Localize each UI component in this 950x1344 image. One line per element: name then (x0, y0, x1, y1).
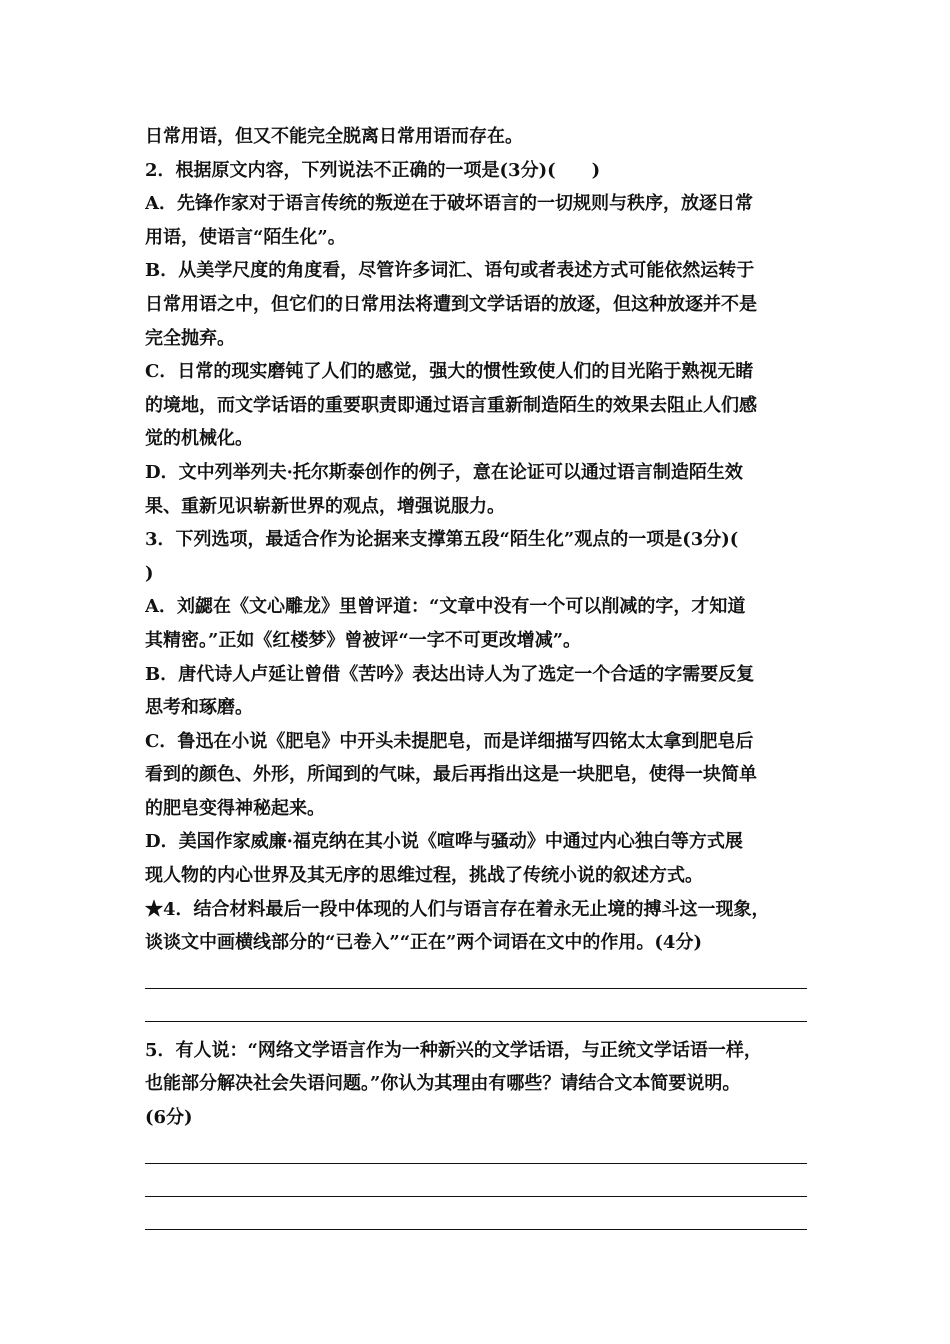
document-page (145, 120, 807, 1234)
option-3c-cont: 的肥皂变得神秘起来。 (145, 797, 325, 819)
answer-line[interactable] (145, 1135, 807, 1168)
option-2a: A．先锋作家对于语言传统的叛逆在于破坏语言的一切规则与秩序，放逐日常 (145, 193, 753, 215)
answer-line[interactable] (145, 1201, 807, 1234)
question-3-stem: 3．下列选项，最适合作为论据来支撑第五段“陌生化”观点的一项是(3分)( (145, 529, 739, 551)
option-2c-cont: 的境地，而文学话语的重要职责即通过语言重新制造陌生的效果去阻止人们感 (145, 394, 757, 416)
question-3-stem-cont: ) (145, 562, 154, 584)
option-2a-cont: 用语，使语言“陌生化”。 (145, 226, 346, 248)
answer-line[interactable] (145, 993, 807, 1026)
question-4-stem: ★4．结合材料最后一段中体现的人们与语言存在着永无止境的搏斗这一现象， (145, 898, 770, 920)
option-2c-cont: 觉的机械化。 (145, 428, 253, 450)
option-3b-cont: 思考和琢磨。 (145, 697, 253, 719)
option-3c: C．鲁迅在小说《肥皂》中开头未提肥皂，而是详细描写四铭太太拿到肥皂后 (145, 730, 754, 752)
option-2d: D．文中列举列夫·托尔斯泰创作的例子，意在论证可以通过语言制造陌生效 (145, 461, 743, 483)
answer-line[interactable] (145, 1168, 807, 1201)
option-3a: A．刘勰在《文心雕龙》里曾评道：“文章中没有一个可以削减的字，才知道 (145, 596, 746, 618)
question-5-stem: 5．有人说：“网络文学语言作为一种新兴的文学话语，与正统文学话语一样， (145, 1039, 762, 1061)
question-5-stem-cont: 也能部分解决社会失语问题。”你认为其理由有哪些？请结合文本简要说明。 (145, 1073, 741, 1095)
option-3c-cont: 看到的颜色、外形，所闻到的气味，最后再指出这是一块肥皂，使得一块简单 (145, 764, 757, 786)
option-2b: B．从美学尺度的角度看，尽管许多词汇、语句或者表述方式可能依然运转于 (145, 260, 755, 282)
question-4-stem-cont: 谈谈文中画横线部分的“已卷入”“正在”两个词语在文中的作用。(4分) (145, 932, 702, 954)
option-3a-cont: 其精密。”正如《红楼梦》曾被评“一字不可更改增减”。 (145, 629, 582, 651)
question-5-score: (6分) (145, 1107, 193, 1129)
option-3d: D．美国作家威廉·福克纳在其小说《喧哗与骚动》中通过内心独白等方式展 (145, 831, 743, 853)
option-3d-cont: 现人物的内心世界及其无序的思维过程，挑战了传统小说的叙述方式。 (145, 865, 703, 887)
option-3b: B．唐代诗人卢延让曾借《苦吟》表达出诗人为了选定一个合适的字需要反复 (145, 663, 755, 685)
answer-line[interactable] (145, 960, 807, 993)
option-2b-cont: 完全抛弃。 (145, 327, 235, 349)
option-2c: C．日常的现实磨钝了人们的感觉，强大的惯性致使人们的目光陷于熟视无睹 (145, 361, 754, 383)
option-2b-cont: 日常用语之中，但它们的日常用法将遭到文学话语的放逐，但这种放逐并不是 (145, 293, 757, 315)
text-line: 日常用语，但又不能完全脱离日常用语而存在。 (145, 126, 523, 147)
question-2-stem: 2．根据原文内容，下列说法不正确的一项是(3分)( ) (145, 159, 601, 181)
option-2d-cont: 果、重新见识崭新世界的观点，增强说服力。 (145, 495, 505, 517)
